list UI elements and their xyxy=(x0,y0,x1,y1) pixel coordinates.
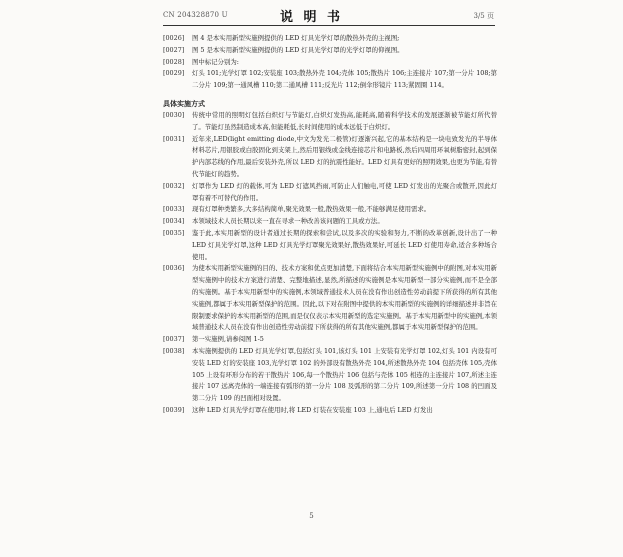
paragraph-text: 灯罩作为 LED 灯的载体,可为 LED 灯遮风挡雨,可防止人们触电,可使 LED 灯发出的光聚合或散开,因此灯罩有着不可替代的作用。 xyxy=(192,181,497,202)
paragraph xyxy=(163,134,497,181)
paragraph-number: [0026] xyxy=(163,34,185,42)
document-body xyxy=(163,33,497,417)
paragraph xyxy=(163,346,497,405)
paragraph-number: [0035] xyxy=(163,228,185,237)
paragraph-text: 现有灯罩种类繁多,大多结构简单,聚光效果一般,散热效果一般,不能够满足使用需求。 xyxy=(192,205,431,214)
paragraph xyxy=(163,45,497,57)
paragraph-number: [0028] xyxy=(163,57,185,66)
paragraph xyxy=(163,216,497,228)
paragraph-text: 传统中常用的照明灯包括白炽灯与节能灯,白炽灯发热高,能耗高,随着科学技术的发展逐渐被节能灯所代替了。节能灯虽然制造成本高,但能耗低,长时间使用的成本远低于白炽灯。 xyxy=(192,110,497,131)
paragraph xyxy=(163,405,497,417)
paragraph xyxy=(163,228,497,263)
paragraph-number: [0032] xyxy=(163,181,185,190)
paragraph-text: 图 4 是本实用新型实施例提供的 LED 灯具光学灯罩的散热外壳的主视图; xyxy=(192,34,400,42)
paragraph-text: 图 5 是本实用新型实施例提供的 LED 灯具光学灯罩的光学灯罩的仰视图。 xyxy=(192,45,404,54)
paragraph xyxy=(163,110,497,134)
paragraph xyxy=(163,334,497,346)
paragraph-text: 本实施例提供的 LED 灯具光学灯罩,包括灯头 101,该灯头 101 上安装有光学灯罩 102,灯头 101 内设有可安装 LED 灯的安装座 103,光学灯罩 102 的外部设有散热外壳 104,所述散热外壳 104 包括壳体 105,壳体 105 上设有环形分布的若干散热片 106,每一个散热片 106 包括与壳体 105 相连的主连接片 107,所述主连接片 107 远离壳体的一端连接有弧形的第一分片 108 及弧形的第二分片 109,所述第一分片 108 的凹面及第二分片 109 的凹面相对设置。 xyxy=(192,346,497,403)
paragraph xyxy=(163,57,497,69)
paragraph-number: [0034] xyxy=(163,217,185,226)
paragraph-number: [0030] xyxy=(163,110,185,119)
paragraph-number: [0029] xyxy=(163,69,185,78)
page-reference: 3/5 页 xyxy=(473,12,494,20)
page-title: 说 明 书 xyxy=(279,10,344,25)
paragraph-number: [0031] xyxy=(163,134,185,143)
paragraph xyxy=(163,263,497,334)
paragraph-text: 本领域技术人员长期以来一直在寻求一种改善该问题的工具或方法。 xyxy=(192,217,384,226)
paragraph-text: 这种 LED 灯具光学灯罩在使用时,将 LED 灯装在安装座 103 上,通电后 LED 灯发出 xyxy=(192,405,433,414)
paragraph-text: 第一实施例,请参阅图 1-5 xyxy=(192,335,264,344)
section-heading: 具体实施方式 xyxy=(163,98,205,108)
paragraph-text: 灯头 101;光学灯罩 102;安装座 103;散热外壳 104;壳体 105;散热片 106;主连接片 107;第一分片 108;第二分片 109;第一通风槽 110;第二通风槽 111;反光片 112;倒伞形镜片 113;紧固圈 114。 xyxy=(192,69,497,90)
paragraph-number: [0027] xyxy=(163,45,185,54)
page-number: 5 xyxy=(309,512,314,520)
paragraph-number: [0033] xyxy=(163,205,185,214)
paragraph-number: [0038] xyxy=(163,346,185,355)
paragraph xyxy=(163,204,497,216)
paragraph-text: 近年来,LED(light emitting diode,中文为发光二极管)灯逐渐兴起,它的基本结构是一块电致发光的半导体材料芯片,用银胶或白胶固化到支架上,然后用银线或金线连接芯片和电路板,然后四周用环氧树脂密封,起到保护内部芯线的作用,最后安装外壳,所以 LED 灯的抗震性能好。LED 灯具有更好的照明效果,也更为节能,有替代节能灯的趋势。 xyxy=(192,134,497,178)
paragraph xyxy=(163,33,497,45)
paragraph-number: [0037] xyxy=(163,335,185,344)
paragraph-text: 鉴于此,本实用新型的设计者通过长期的探索和尝试,以及多次的实验和努力,不断的改革创新,设计出了一种 LED 灯具光学灯罩,这种 LED 灯具光学灯罩聚光效果好,散热效果好,可延长 LED 灯使用寿命,适合多种场合使用。 xyxy=(192,228,497,261)
paragraph-text: 为使本实用新型实施例的目的、技术方案和优点更加清楚,下面将结合本实用新型实施例中的附图,对本实用新型实施例中的技术方案进行清楚、完整地描述,显然,所描述的实施例是本实用新型一部分实施例,而不是全部的实施例。基于本实用新型中的实施例,本领域普通技术人员在没有作出创造性劳动前提下所获得的所有其他实施例,都属于本实用新型保护的范围。因此,以下对在附图中提供的本实用新型的实施例的详细描述并非旨在限制要求保护的本实用新型的范围,而是仅仅表示本实用新型的选定实施例。基于本实用新型中的实施例,本领域普通技术人员在没有作出创造性劳动前提下所获得的所有其他实施例,都属于本实用新型保护的范围。 xyxy=(192,264,497,332)
header-divider xyxy=(163,25,495,26)
paragraph-text: 图中标记分别为: xyxy=(192,57,239,66)
paragraph xyxy=(163,181,497,205)
paragraph-number: [0036] xyxy=(163,264,185,273)
paragraph xyxy=(163,68,497,92)
paragraph-number: [0039] xyxy=(163,405,185,414)
document-number: CN 204328870 U xyxy=(163,11,228,19)
